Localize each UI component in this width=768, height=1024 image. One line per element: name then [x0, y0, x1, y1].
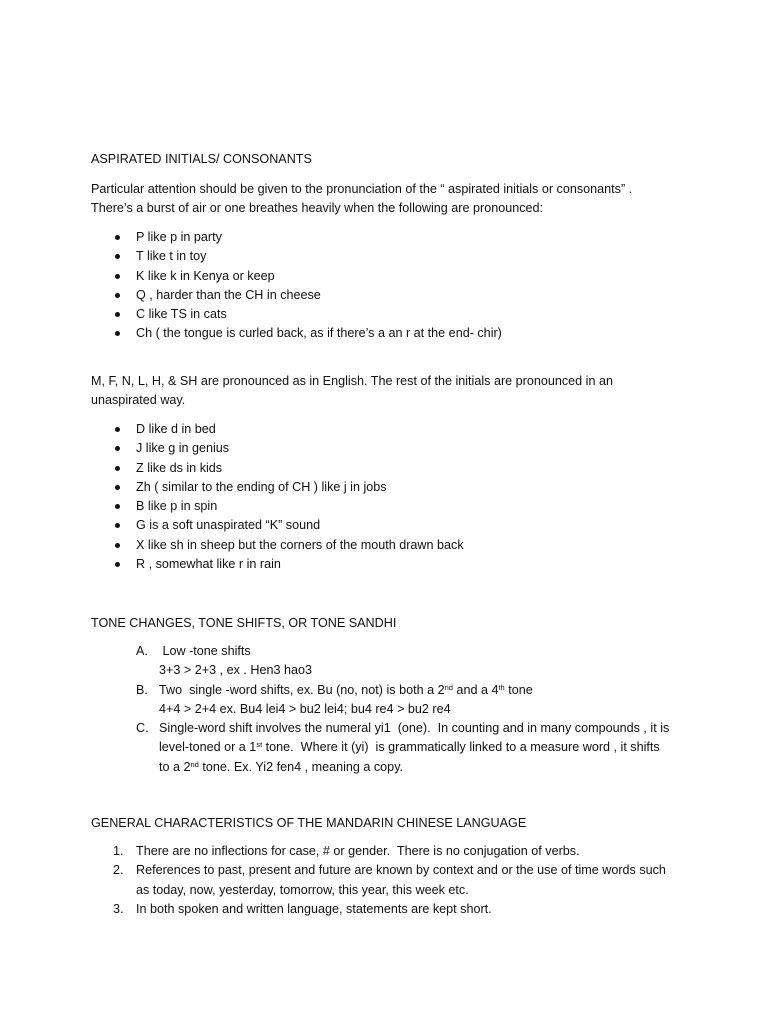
list-marker: 2. — [113, 863, 124, 878]
list-item: K like k in Kenya or keep — [91, 267, 502, 286]
intro-line: unaspirated way. — [91, 393, 186, 408]
list-item: R , somewhat like r in rain — [91, 555, 464, 574]
list-item: G is a soft unaspirated “K” sound — [91, 516, 464, 535]
item-text: Two single -word shifts, ex. Bu (no, not) is both a 2 — [159, 682, 445, 697]
item-line: There are no inflections for case, # or gender. There is no conjugation of verbs. — [136, 844, 580, 858]
section-heading-aspirated: ASPIRATED INITIALS/ CONSONANTS — [91, 152, 312, 166]
unaspirated-bullet-list — [91, 420, 464, 574]
ordinal-suffix: nd — [190, 759, 199, 769]
list-marker: B. — [136, 682, 148, 697]
item-text: tone — [504, 682, 533, 697]
list-item: Zh ( similar to the ending of CH ) like j in jobs — [91, 478, 464, 497]
item-line: 4+4 > 2+4 ex. Bu4 lei4 > bu2 lei4; bu4 re4 > bu2 re4 — [159, 701, 451, 716]
list-item — [113, 861, 703, 900]
list-item — [113, 842, 703, 861]
item-line — [159, 738, 696, 757]
list-marker: 1. — [113, 844, 124, 858]
item-line — [159, 681, 696, 700]
item-line — [159, 758, 696, 777]
characteristics-list — [113, 842, 703, 919]
section-heading-tone-changes: TONE CHANGES, TONE SHIFTS, OR TONE SANDHI — [91, 616, 397, 630]
list-item: J like g in genius — [91, 439, 464, 458]
intro-line: There’s a burst of air or one breathes heavily when the following are pronounced: — [91, 201, 544, 216]
list-item: Z like ds in kids — [91, 459, 464, 478]
item-text: tone. Ex. Yi2 fen4 , meaning a copy. — [198, 759, 404, 774]
list-item — [136, 719, 696, 777]
aspirated-bullet-list — [91, 228, 502, 344]
ordinal-suffix: th — [498, 682, 505, 692]
intro-line: M, F, N, L, H, & SH are pronounced as in English. The rest of the initials are pronounced in an — [91, 374, 613, 388]
item-line: as today, now, yesterday, tomorrow, this year, this week etc. — [136, 882, 469, 897]
aspirated-intro — [91, 180, 691, 219]
unaspirated-intro — [91, 372, 691, 411]
tone-shift-list — [136, 642, 696, 777]
item-line: In both spoken and written language, statements are kept short. — [136, 901, 492, 916]
intro-line: Particular attention should be given to the pronunciation of the “ aspirated initials or consonants” . — [91, 182, 633, 196]
list-marker: C. — [136, 721, 149, 736]
item-line: 3+3 > 2+3 , ex . Hen3 hao3 — [159, 663, 312, 678]
item-line: References to past, present and future are known by context and or the use of time words such — [136, 863, 666, 878]
list-item: Ch ( the tongue is curled back, as if there’s a an r at the end- chir) — [91, 324, 502, 343]
item-text: level-toned or a 1 — [159, 740, 257, 755]
item-text: and a 4 — [452, 682, 499, 697]
ordinal-suffix: st — [256, 740, 263, 750]
list-item: Q , harder than the CH in cheese — [91, 286, 502, 305]
list-item — [113, 900, 703, 919]
list-item: P like p in party — [91, 228, 502, 247]
list-item: C like TS in cats — [91, 305, 502, 324]
item-text: to a 2 — [159, 759, 191, 774]
list-marker: A. — [136, 644, 148, 658]
ordinal-suffix: nd — [444, 682, 453, 692]
list-item: T like t in toy — [91, 247, 502, 266]
item-line: Single-word shift involves the numeral yi1 (one). In counting and in many compounds , it is — [159, 721, 670, 736]
list-item — [136, 642, 696, 681]
section-heading-general-characteristics: GENERAL CHARACTERISTICS OF THE MANDARIN CHINESE LANGUAGE — [91, 816, 527, 830]
list-marker: 3. — [113, 901, 124, 916]
item-line: Low -tone shifts — [159, 644, 251, 658]
list-item: D like d in bed — [91, 420, 464, 439]
list-item: X like sh in sheep but the corners of the mouth drawn back — [91, 536, 464, 555]
list-item: B like p in spin — [91, 497, 464, 516]
list-item — [136, 681, 696, 720]
item-text: tone. Where it (yi) is grammatically linked to a measure word , it shifts — [262, 740, 660, 755]
